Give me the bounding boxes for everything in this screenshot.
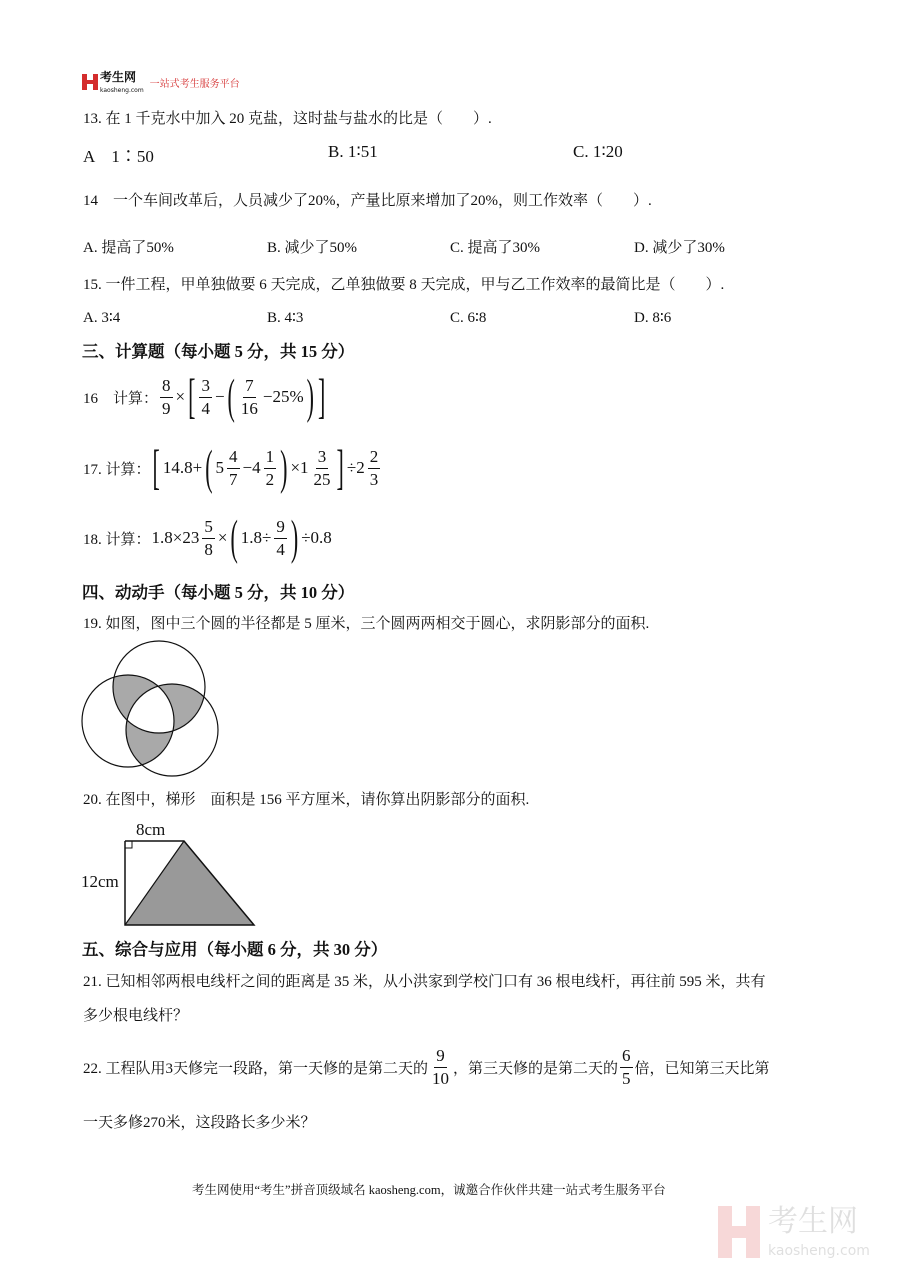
denominator: 2 [265, 469, 275, 489]
denominator: 7 [229, 469, 238, 489]
q14-option-a: A. 提高了50% [83, 240, 174, 256]
numerator: 1 [264, 446, 277, 468]
q13-option-c: C. 1∶20 [573, 142, 623, 161]
fraction [312, 446, 333, 490]
q22-part1: 22. 工程队用3天修完一段路，第一天修的是第二天的 [83, 1060, 429, 1077]
bracket: ] [317, 368, 326, 424]
denominator: 10 [432, 1068, 450, 1088]
height-label: 12cm [81, 872, 119, 891]
bracket: ) [306, 368, 314, 424]
q16-label: 16 计算： [83, 390, 159, 407]
q22-part3: 倍，已知第三天比第 [634, 1060, 770, 1077]
math-term: ÷2 [346, 458, 365, 477]
q22-line2: 一天多修270米，这段路长多少米？ [83, 1115, 316, 1131]
math-term: ÷0.8 [301, 528, 332, 547]
slogan: 一站式考生服务平台 [149, 78, 240, 90]
numerator: 3 [199, 375, 212, 397]
watermark-domain: kaosheng.com [768, 1242, 870, 1259]
q14-option-d: D. 减少了30% [634, 240, 725, 256]
math-term: 5 [215, 458, 225, 477]
q14-option-b: B. 减少了50% [267, 240, 358, 256]
bracket: ] [336, 439, 344, 495]
top-base-label: 8cm [136, 820, 166, 839]
watermark [718, 1203, 870, 1260]
q15-option-c: C. 6∶8 [450, 310, 487, 326]
numerator: 7 [243, 375, 256, 397]
denominator: 3 [369, 469, 379, 489]
q15-option-a: A. 3∶4 [83, 310, 121, 326]
denominator: 25 [313, 469, 331, 489]
numerator: 5 [202, 516, 215, 538]
denominator: 5 [622, 1068, 631, 1088]
q13-option-a: A 1∶50 [83, 147, 154, 166]
bracket: [ [152, 439, 160, 495]
numerator: 2 [368, 446, 381, 468]
right-angle-mark [125, 841, 132, 848]
q15-option-b: B. 4∶3 [267, 310, 304, 326]
denominator: 9 [162, 398, 171, 418]
numerator: 9 [434, 1045, 447, 1067]
q22-part2: ，第三天修的是第二天的 [453, 1060, 619, 1077]
bracket: ( [230, 509, 238, 565]
trapezoid-figure [0, 0, 300, 940]
q17-label: 17. 计算： [83, 461, 151, 478]
watermark-logo-icon [718, 1206, 760, 1258]
logo-name: 考生网 [100, 70, 137, 84]
bracket: ( [227, 368, 235, 424]
fraction-9-10 [430, 1045, 451, 1089]
q18-label: 18. 计算： [83, 531, 151, 548]
denominator: 4 [201, 398, 210, 418]
math-term: × [217, 528, 228, 547]
numerator: 6 [620, 1045, 633, 1067]
footer-text: 考生网使用“考生”拼音顶级域名 kaosheng.com，诚邀合作伙伴共建一站式考生服务平台 [192, 1183, 666, 1197]
shaded-triangle [125, 841, 254, 925]
math-term: 14.8+ [162, 458, 203, 477]
bracket: ( [205, 439, 213, 495]
math-term: −4 [242, 458, 261, 477]
q14-text: 14 一个车间改革后，人员减少了20%，产量比原来增加了20%，则工作效率（ ）. [83, 193, 652, 209]
logo-domain: kaosheng.com [100, 86, 144, 94]
math-term: −25% [262, 387, 304, 406]
q15-option-d: D. 8∶6 [634, 310, 672, 326]
q21-line2: 多少根电线杆？ [83, 1008, 189, 1024]
denominator: 8 [204, 539, 213, 559]
q20-text: 20. 在图中，梯形 面积是 156 平方厘米，请你算出阴影部分的面积. [83, 792, 530, 808]
watermark-name: 考生网 [768, 1204, 858, 1239]
bracket: ) [280, 439, 288, 495]
fraction-6-5 [620, 1045, 633, 1089]
q22-line1 [83, 1043, 770, 1091]
numerator: 4 [227, 446, 240, 468]
section-4-heading: 四、动动手（每小题 5 分，共 10 分） [82, 583, 355, 602]
bracket: ) [290, 509, 299, 565]
q13-option-b: B. 1∶51 [328, 142, 378, 161]
q15-text: 15. 一件工程，甲单独做要 6 天完成，乙单独做要 8 天完成，甲与乙工作效率的最简比是（ ）. [83, 277, 725, 293]
fraction [368, 446, 381, 490]
math-term: × [175, 387, 186, 406]
math-term: − [214, 387, 225, 406]
numerator: 9 [274, 516, 287, 538]
q13-text: 13. 在 1 千克水中加入 20 克盐，这时盐与盐水的比是（ ）. [83, 111, 492, 127]
denominator: 16 [240, 398, 258, 418]
math-term: 1.8÷ [240, 528, 272, 547]
section-3-heading: 三、计算题（每小题 5 分，共 15 分） [82, 342, 355, 361]
q19-text: 19. 如图，图中三个圆的半径都是 5 厘米，三个圆两两相交于圆心，求阴影部分的面积. [83, 616, 650, 632]
bracket: [ [188, 368, 196, 424]
q21-line1: 21. 已知相邻两根电线杆之间的距离是 35 米，从小洪家到学校门口有 36 根电线杆，再往前 595 米，共有 [83, 974, 766, 990]
q14-option-c: C. 提高了30% [450, 240, 541, 256]
section-5-heading: 五、综合与应用（每小题 6 分，共 30 分） [82, 940, 388, 959]
denominator: 4 [276, 539, 285, 559]
math-term: 1.8×23 [151, 528, 200, 547]
numerator: 8 [160, 375, 173, 397]
numerator: 3 [316, 446, 329, 468]
math-term: ×1 [290, 458, 309, 477]
